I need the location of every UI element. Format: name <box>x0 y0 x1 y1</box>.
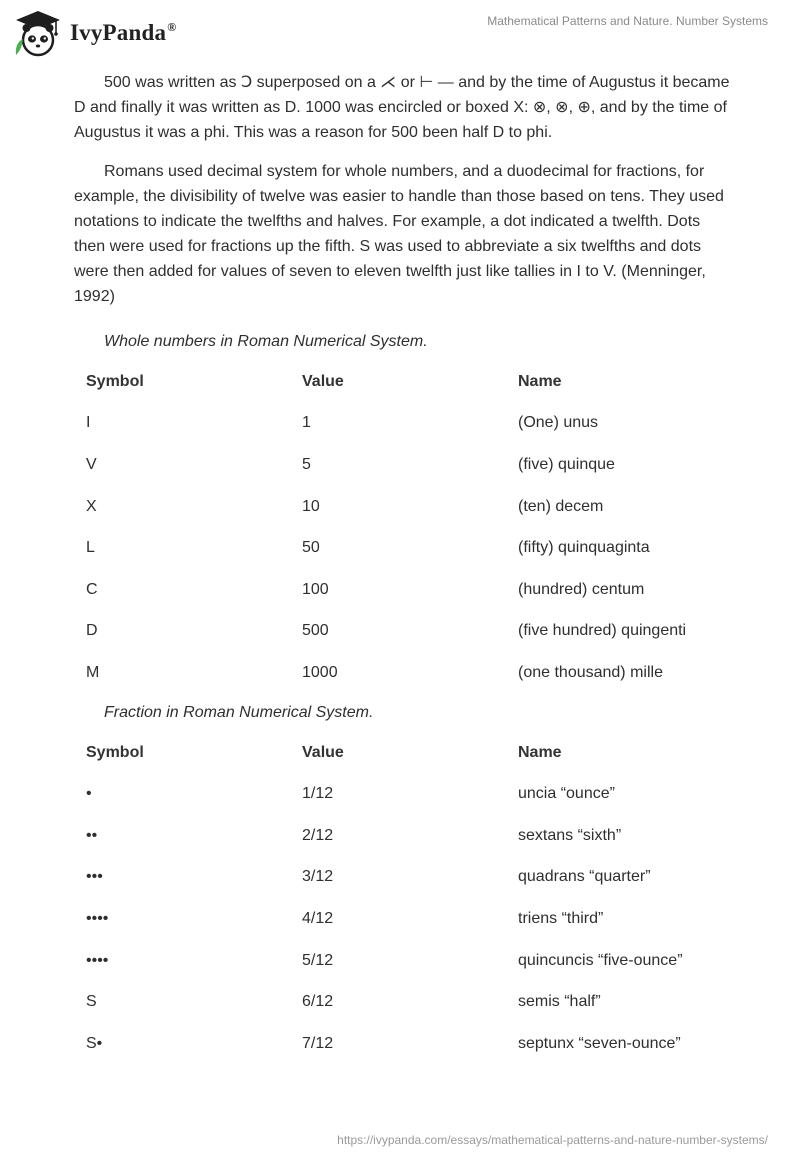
name-cell: (ten) decem <box>518 497 604 515</box>
name-cell: septunx “seven-ounce” <box>518 1034 681 1052</box>
table-row <box>74 444 734 486</box>
name-cell: (five hundred) quingenti <box>518 622 687 640</box>
value-cell: 50 <box>302 539 320 557</box>
value-cell: 1000 <box>302 663 338 681</box>
table-row <box>74 940 734 982</box>
column-header-name: Name <box>518 743 562 761</box>
value-cell: 1 <box>302 414 311 432</box>
fraction-caption: Fraction in Roman Numerical System. <box>104 703 374 721</box>
table-row <box>74 981 734 1023</box>
table-row <box>74 611 734 653</box>
column-header-value: Value <box>302 743 344 761</box>
name-cell: (one thousand) mille <box>518 663 663 681</box>
table-row <box>74 403 734 445</box>
table-row <box>74 1023 734 1065</box>
table-row <box>74 569 734 611</box>
essay-content <box>74 70 734 1065</box>
value-cell: 100 <box>302 580 329 598</box>
symbol-cell: ••• <box>86 868 103 886</box>
registered-mark: ® <box>167 20 177 35</box>
name-cell: (One) unus <box>518 414 599 432</box>
table-header-row <box>74 361 734 403</box>
column-header-symbol: Symbol <box>86 743 144 761</box>
symbol-cell: V <box>86 455 97 473</box>
symbol-cell: I <box>86 414 91 432</box>
symbol-cell: M <box>86 663 100 681</box>
table-row <box>74 527 734 569</box>
symbol-cell: L <box>86 539 95 557</box>
table-row <box>74 857 734 899</box>
name-cell: (hundred) centum <box>518 580 645 598</box>
name-cell: (five) quinque <box>518 455 615 473</box>
panda-graduate-icon <box>12 9 64 57</box>
name-cell: semis “half” <box>518 993 601 1011</box>
value-cell: 6/12 <box>302 993 334 1011</box>
table-header-row <box>74 732 734 774</box>
symbol-cell: C <box>86 580 98 598</box>
name-cell: (fifty) quinquaginta <box>518 539 650 557</box>
source-url[interactable]: https://ivypanda.com/essays/mathematical-patterns-and-nature-number-systems/ <box>337 1133 768 1147</box>
name-cell: quincuncis “five-ounce” <box>518 951 683 969</box>
table-row <box>74 773 734 815</box>
value-cell: 7/12 <box>302 1034 334 1052</box>
whole-numbers-caption: Whole numbers in Roman Numerical System. <box>104 333 428 350</box>
symbol-cell: X <box>86 497 97 515</box>
page-header <box>0 0 800 64</box>
value-cell: 3/12 <box>302 868 334 886</box>
column-header-name: Name <box>518 372 562 390</box>
fraction-table <box>74 732 734 1065</box>
symbol-cell: S• <box>86 1034 103 1052</box>
value-cell: 4/12 <box>302 909 334 927</box>
brand-name: IvyPanda® <box>70 20 177 45</box>
document-title: Mathematical Patterns and Nature. Number Systems <box>487 14 768 28</box>
table-row <box>74 815 734 857</box>
symbol-cell: •• <box>86 826 98 844</box>
symbol-cell: •••• <box>86 909 109 927</box>
value-cell: 500 <box>302 622 329 640</box>
symbol-cell: •••• <box>86 951 109 969</box>
value-cell: 5 <box>302 455 311 473</box>
column-header-value: Value <box>302 372 344 390</box>
table-row <box>74 898 734 940</box>
ivypanda-logo[interactable] <box>12 8 176 58</box>
name-cell: triens “third” <box>518 909 604 927</box>
name-cell: sextans “sixth” <box>518 826 622 844</box>
name-cell: quadrans “quarter” <box>518 868 651 886</box>
symbol-cell: D <box>86 622 98 640</box>
paragraph: Romans used decimal system for whole numbers, and a duodecimal for fractions, for example, the divisibility of twelve was easier to handle than those based on tens. They used notations to indicate the twelfths and halves. For example, a dot indicated a twelfth. Dots then were used for fractions up the fifth. S was used to abbreviate a six twelfths and dots were then added for values of seven to eleven twelfth just like tallies in I to V. (Menninger, 1992) <box>74 163 724 305</box>
table-row <box>74 652 734 694</box>
symbol-cell: • <box>86 785 92 803</box>
table-row <box>74 486 734 528</box>
name-cell: uncia “ounce” <box>518 785 615 803</box>
whole-numbers-table <box>74 361 734 694</box>
symbol-cell: S <box>86 993 97 1011</box>
value-cell: 5/12 <box>302 951 334 969</box>
paragraph: 500 was written as Ↄ superposed on a ⋌ or ⊢ — and by the time of Augustus it became D and finally it was written as D. 1000 was encircled or boxed X: ⊗, ⊗, ⊕, and by the time of Augustus it was a phi. This was a reason for 500 been half D to phi. <box>74 74 730 141</box>
column-header-symbol: Symbol <box>86 372 144 390</box>
value-cell: 10 <box>302 497 320 515</box>
value-cell: 1/12 <box>302 785 334 803</box>
value-cell: 2/12 <box>302 826 334 844</box>
